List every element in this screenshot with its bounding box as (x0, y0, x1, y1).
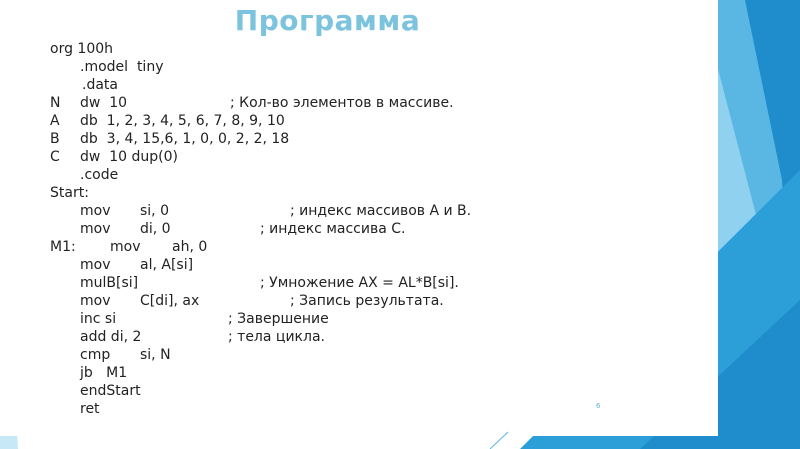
code-token: .code (80, 167, 119, 183)
code-token: ah, 0 (172, 239, 208, 255)
code-token: C (50, 149, 60, 165)
code-token: dw 10 dup(0) (80, 149, 178, 165)
code-token: org 100h (50, 41, 114, 57)
code-token: mulB[si] (80, 275, 139, 291)
code-token: B (50, 131, 60, 147)
code-token: .data (82, 77, 118, 93)
code-token: cmp (80, 347, 111, 363)
code-token: ; Умножение AX = AL*B[si]. (260, 275, 459, 291)
code-token: ; Завершение (228, 311, 329, 327)
code-token: mov (80, 221, 111, 237)
code-token: mov (80, 203, 111, 219)
code-token: ; Кол-во элементов в массиве. (230, 95, 454, 111)
code-token: ; индекс массивов A и B. (290, 203, 472, 219)
code-token: M1: (50, 239, 76, 255)
code-token: al, A[si] (140, 257, 194, 273)
code-token: db 1, 2, 3, 4, 5, 6, 7, 8, 9, 10 (80, 113, 285, 129)
code-token: inc si (80, 311, 117, 327)
code-token: mov (80, 293, 111, 309)
code-token: add di, 2 (80, 329, 142, 345)
code-token: endStart (80, 383, 141, 399)
code-token: ; тела цикла. (228, 329, 325, 345)
code-token: db 3, 4, 15,6, 1, 0, 0, 2, 2, 18 (80, 131, 290, 147)
code-token: mov (110, 239, 141, 255)
code-token: .model tiny (80, 59, 164, 75)
code-token: Start: (50, 185, 89, 201)
code-token: ; Запись результата. (290, 293, 444, 309)
code-token: dw 10 (80, 95, 128, 111)
code-token: C[di], ax (140, 293, 200, 309)
code-token: di, 0 (140, 221, 171, 237)
slide-title: Программа (234, 4, 421, 37)
code-token: mov (80, 257, 111, 273)
code-token: jb M1 (80, 365, 128, 381)
code-token: si, N (140, 347, 171, 363)
code-token: si, 0 (140, 203, 169, 219)
code-token: A (50, 113, 60, 129)
code-token: N (50, 95, 61, 111)
code-token: ret (80, 401, 100, 417)
code-token: ; индекс массива C. (260, 221, 406, 237)
page-number: 6 (596, 402, 601, 410)
